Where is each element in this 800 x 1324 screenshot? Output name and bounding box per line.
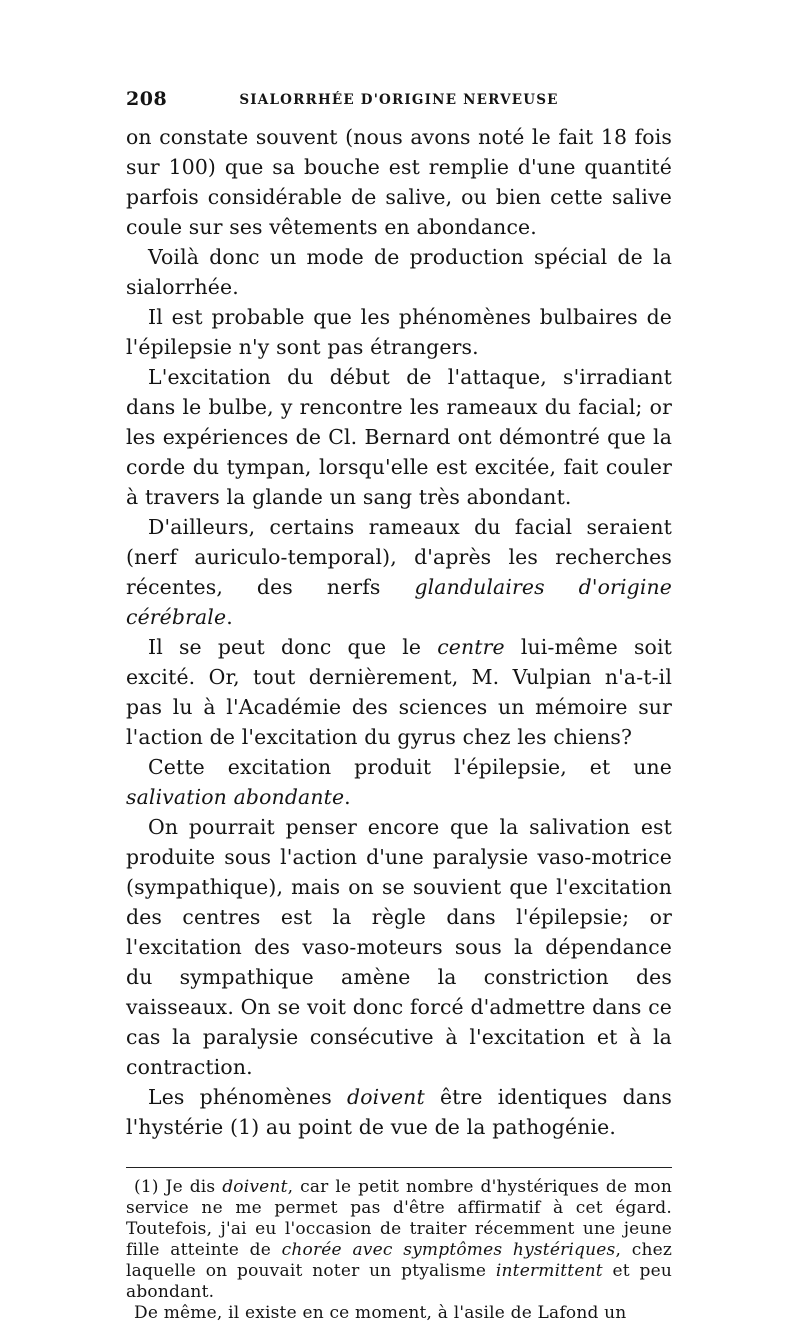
text-run: , car le petit nombre d'hystériques de mon service ne me permet pas d'être affirmatif à cet égard. Toutefois, j'ai eu l'occasion de traiter récemment une jeune fille atteinte de bbox=[126, 1177, 672, 1260]
text-run: Il se peut donc que le bbox=[148, 635, 438, 659]
page-number: 208 bbox=[126, 88, 168, 110]
paragraph bbox=[126, 632, 672, 752]
paragraph bbox=[126, 242, 672, 302]
text-run: D'ailleurs, certains rameaux du facial seraient (nerf auriculo-temporal), d'après les recherches récentes, des nerfs bbox=[126, 515, 672, 599]
italic-text: intermittent bbox=[495, 1261, 603, 1281]
text-run: et peu abondant. bbox=[126, 1261, 672, 1302]
paragraph bbox=[126, 122, 672, 242]
text-run: on constate souvent (nous avons noté le fait 18 fois sur 100) que sa bouche est remplie d'une quantité parfois considérable de salive, ou bien cette salive coule sur ses vêtements en abondance. bbox=[126, 125, 672, 239]
paragraph bbox=[126, 362, 672, 512]
text-run: être identiques dans l'hystérie (1) au point de vue de la pathogénie. bbox=[126, 1085, 672, 1139]
italic-text: salivation abondante bbox=[126, 785, 345, 809]
text-run: De même, il existe en ce moment, à l'asile de Lafond un bbox=[134, 1303, 627, 1323]
text-run: On pourrait penser encore que la salivation est produite sous l'action d'une paralysie vaso-motrice (sympathique), mais on se souvient que l'excitation des centres est la règle dans l'épilepsie; or l'excitation des vaso-moteurs sous la dépendance du sympathique amène la constriction des vaisseaux. On se voit donc forcé d'admettre dans ce cas la paralysie consécutive à l'excitation et à la contraction. bbox=[126, 815, 672, 1079]
italic-text: doivent bbox=[347, 1085, 425, 1109]
paragraph bbox=[126, 302, 672, 362]
footnote bbox=[126, 1303, 672, 1324]
footnote-rule bbox=[126, 1167, 672, 1168]
italic-text: chorée avec symptômes hystériques bbox=[281, 1240, 616, 1260]
text-run: lui-même soit excité. Or, tout dernièrement, M. Vulpian n'a-t-il pas lu à l'Académie des sciences un mémoire sur l'action de l'excitation du gyrus chez les chiens? bbox=[126, 635, 673, 749]
text-run: Les phénomènes bbox=[148, 1085, 347, 1109]
text-run: . bbox=[226, 605, 233, 629]
footnote bbox=[126, 1177, 672, 1303]
text-run: Il est probable que les phénomènes bulbaires de l'épilepsie n'y sont pas étrangers. bbox=[126, 305, 672, 359]
text-run: L'excitation du début de l'attaque, s'irradiant dans le bulbe, y rencontre les rameaux du facial; or les expériences de Cl. Bernard ont démontré que la corde du tympan, lorsqu'elle est excitée, fait couler à travers la glande un sang très abondant. bbox=[126, 365, 672, 509]
text-run: , chez laquelle on pouvait noter un ptyalisme bbox=[126, 1240, 673, 1281]
paragraph bbox=[126, 512, 672, 632]
text-run: Cette excitation produit l'épilepsie, et une bbox=[148, 755, 672, 779]
paragraph bbox=[126, 812, 672, 1082]
text-run: Voilà donc un mode de production spécial de la sialorrhée. bbox=[126, 245, 672, 299]
paragraph bbox=[126, 752, 672, 812]
paragraph bbox=[126, 1082, 672, 1142]
footnotes bbox=[126, 1177, 672, 1324]
running-title: SIALORRHÉE D'ORIGINE NERVEUSE bbox=[239, 92, 559, 108]
italic-text: doivent bbox=[222, 1177, 288, 1197]
page-header bbox=[126, 88, 672, 122]
text-run: . bbox=[344, 785, 351, 809]
italic-text: centre bbox=[437, 635, 505, 659]
text-run: (1) Je dis bbox=[134, 1177, 223, 1197]
book-page bbox=[126, 88, 672, 1324]
italic-text: glandulaires d'origine cérébrale bbox=[126, 575, 672, 629]
body-text bbox=[126, 122, 672, 1142]
